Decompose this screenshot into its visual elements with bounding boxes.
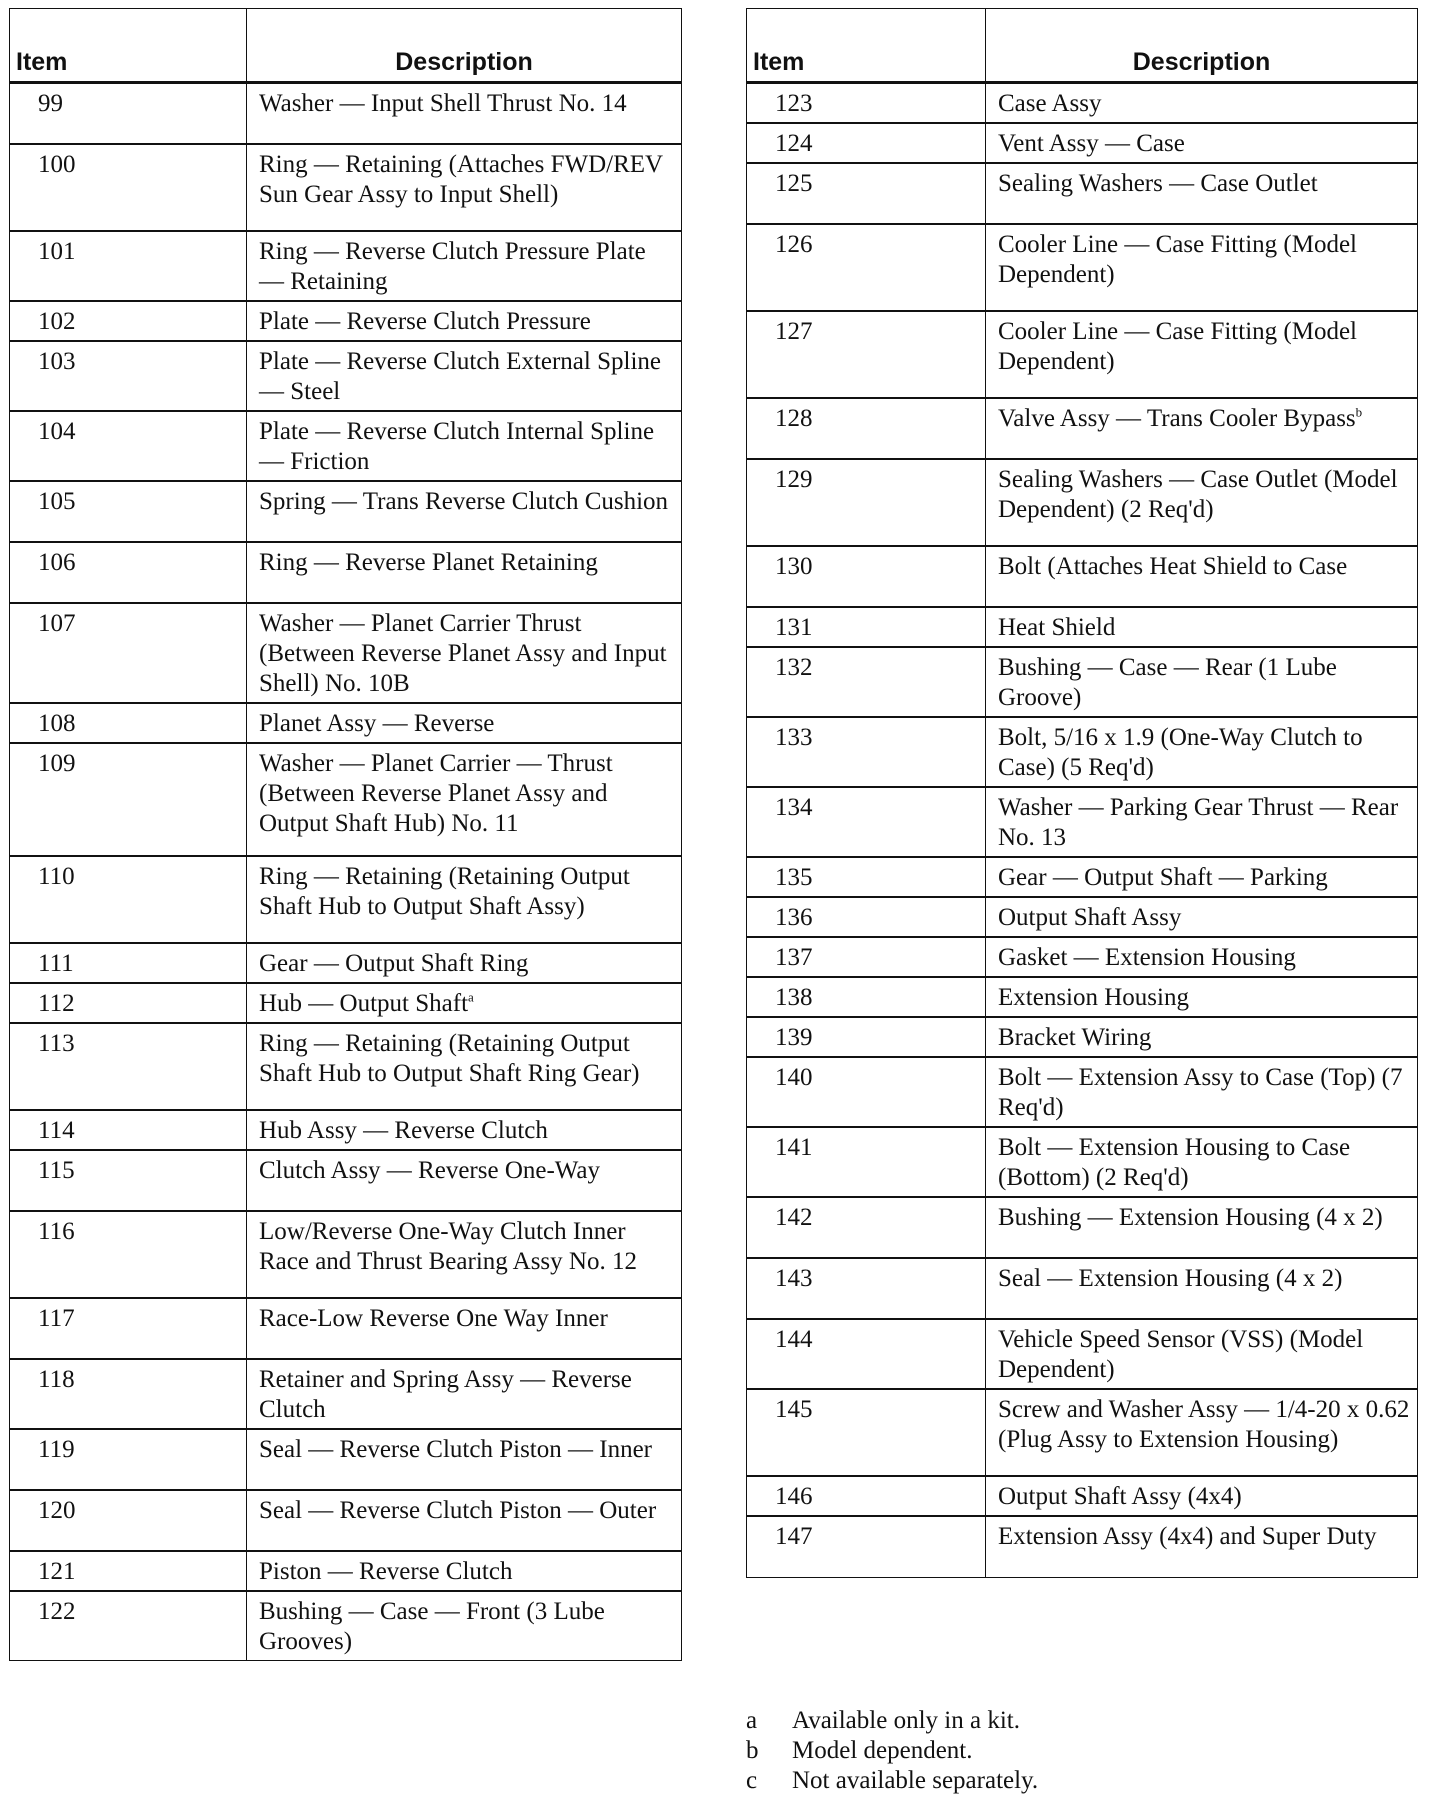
item-number: 111	[10, 943, 247, 983]
description-text: Extension Housing	[998, 984, 1189, 1011]
item-number: 121	[10, 1551, 247, 1591]
description-text: Seal — Reverse Clutch Piston — Inner	[259, 1435, 652, 1463]
item-number: 115	[10, 1150, 247, 1211]
table-row	[10, 856, 682, 943]
item-number: 130	[747, 546, 986, 607]
item-number: 104	[10, 411, 247, 481]
item-number: 126	[747, 224, 986, 311]
item-number: 147	[747, 1516, 986, 1577]
table-row	[10, 83, 682, 144]
table-row	[747, 1258, 1418, 1319]
table-row	[10, 1150, 682, 1211]
table-row	[747, 1057, 1418, 1127]
table-row	[747, 1127, 1418, 1197]
table-row	[747, 857, 1418, 897]
item-description	[986, 1017, 1418, 1057]
table-row	[747, 897, 1418, 937]
table-row	[747, 1389, 1418, 1476]
description-text: Ring — Retaining (Attaches FWD/REV Sun Gear Assy to Input Shell)	[259, 150, 663, 208]
description-text: Bushing — Extension Housing (4 x 2)	[998, 1204, 1383, 1231]
item-description	[986, 1197, 1418, 1258]
item-number: 118	[10, 1359, 247, 1429]
item-description	[986, 857, 1418, 897]
table-row	[747, 1516, 1418, 1577]
description-text: Seal — Extension Housing (4 x 2)	[998, 1265, 1343, 1292]
item-description	[986, 897, 1418, 937]
item-number: 146	[747, 1476, 986, 1516]
description-text: Washer — Input Shell Thrust No. 14	[259, 90, 627, 117]
item-description	[247, 1429, 682, 1490]
table-row	[747, 1017, 1418, 1057]
table-row	[10, 481, 682, 542]
description-text: Gasket — Extension Housing	[998, 944, 1296, 971]
item-number: 143	[747, 1258, 986, 1319]
table-row	[747, 787, 1418, 857]
item-description	[247, 231, 682, 301]
item-number: 124	[747, 123, 986, 163]
item-number: 117	[10, 1298, 247, 1359]
item-description	[986, 1057, 1418, 1127]
item-description	[247, 856, 682, 943]
item-number: 127	[747, 311, 986, 398]
item-description	[986, 1258, 1418, 1319]
table-row	[10, 1490, 682, 1551]
item-number: 145	[747, 1389, 986, 1476]
table-row	[747, 311, 1418, 398]
description-text: Bolt, 5/16 x 1.9 (One-Way Clutch to Case) (5 Req'd)	[998, 724, 1363, 781]
item-description	[986, 546, 1418, 607]
item-number: 113	[10, 1023, 247, 1110]
table-row	[747, 1197, 1418, 1258]
item-description	[986, 1319, 1418, 1389]
table-row	[747, 224, 1418, 311]
item-description	[247, 301, 682, 341]
table-row	[10, 1429, 682, 1490]
item-description	[247, 1359, 682, 1429]
item-description	[986, 1476, 1418, 1516]
table-row	[10, 1110, 682, 1150]
footnote-mark: c	[746, 1767, 758, 1794]
description-text: Ring — Reverse Planet Retaining	[259, 548, 598, 576]
item-number: 102	[10, 301, 247, 341]
table-row	[10, 542, 682, 603]
item-number: 141	[747, 1127, 986, 1197]
table-row	[747, 717, 1418, 787]
item-number: 138	[747, 977, 986, 1017]
item-description	[986, 1389, 1418, 1476]
item-number: 133	[747, 717, 986, 787]
footnote-mark: b	[746, 1737, 759, 1764]
table-row	[747, 163, 1418, 224]
table-row	[747, 607, 1418, 647]
item-description	[986, 1127, 1418, 1197]
description-text: Piston — Reverse Clutch	[259, 1557, 513, 1585]
description-text: Seal — Reverse Clutch Piston — Outer	[259, 1496, 657, 1524]
description-text: Extension Assy (4x4) and Super Duty	[998, 1523, 1377, 1550]
description-text: Plate — Reverse Clutch Pressure	[259, 307, 591, 335]
description-text: Spring — Trans Reverse Clutch Cushion	[259, 487, 669, 515]
footnote	[746, 1766, 1038, 1796]
description-text: Cooler Line — Case Fitting (Model Dependent)	[998, 318, 1357, 375]
table-row	[10, 1359, 682, 1429]
table-row	[747, 647, 1418, 717]
item-number: 132	[747, 647, 986, 717]
item-number: 144	[747, 1319, 986, 1389]
table-row	[747, 1319, 1418, 1389]
footnote	[746, 1706, 1038, 1736]
item-number: 103	[10, 341, 247, 411]
item-description	[247, 1551, 682, 1591]
table-row	[10, 1211, 682, 1298]
table-row	[10, 743, 682, 856]
table-row	[10, 301, 682, 341]
description-text: Low/Reverse One-Way Clutch Inner Race and Thrust Bearing Assy No. 12	[259, 1217, 637, 1275]
description-text: Washer — Planet Carrier — Thrust (Between Reverse Planet Assy and Output Shaft Hub) No. 11	[259, 749, 613, 837]
table-row	[10, 411, 682, 481]
description-text: Hub Assy — Reverse Clutch	[259, 1116, 548, 1144]
item-description	[247, 341, 682, 411]
item-number: 120	[10, 1490, 247, 1551]
item-description	[986, 977, 1418, 1017]
item-description	[247, 1211, 682, 1298]
item-description	[247, 144, 682, 231]
table-row	[747, 977, 1418, 1017]
item-number: 100	[10, 144, 247, 231]
description-text: Heat Shield	[998, 614, 1116, 641]
item-number: 122	[10, 1591, 247, 1661]
item-number: 110	[10, 856, 247, 943]
item-description	[247, 1298, 682, 1359]
item-number: 140	[747, 1057, 986, 1127]
item-number: 99	[10, 83, 247, 144]
parts-table-left	[9, 8, 682, 1661]
item-description	[247, 1490, 682, 1551]
footnotes	[746, 1706, 1038, 1796]
description-text: Gear — Output Shaft Ring	[259, 949, 529, 977]
description-text: Output Shaft Assy (4x4)	[998, 1483, 1242, 1510]
item-description	[247, 1150, 682, 1211]
description-column-header: Description	[986, 9, 1418, 83]
description-column-header: Description	[247, 9, 682, 83]
description-text: Bushing — Case — Front (3 Lube Grooves)	[259, 1597, 605, 1655]
item-description	[986, 163, 1418, 224]
item-number: 106	[10, 542, 247, 603]
item-description	[986, 647, 1418, 717]
item-description	[247, 542, 682, 603]
table-row	[10, 341, 682, 411]
table-row	[10, 1551, 682, 1591]
item-number: 135	[747, 857, 986, 897]
description-text: Vent Assy — Case	[998, 130, 1185, 157]
table-row	[747, 937, 1418, 977]
item-description	[247, 983, 682, 1023]
item-description	[247, 1591, 682, 1661]
item-number: 128	[747, 398, 986, 459]
item-description	[247, 1023, 682, 1110]
description-text: Washer — Parking Gear Thrust — Rear No. 13	[998, 794, 1399, 851]
item-number: 136	[747, 897, 986, 937]
table-row	[10, 1298, 682, 1359]
item-description	[247, 703, 682, 743]
footnote-marker: a	[468, 989, 474, 1005]
item-description	[986, 459, 1418, 546]
description-text: Ring — Reverse Clutch Pressure Plate — Retaining	[259, 237, 646, 295]
item-description	[986, 398, 1418, 459]
item-description	[986, 607, 1418, 647]
table-row	[10, 1023, 682, 1110]
table-row	[747, 459, 1418, 546]
table-row	[747, 83, 1418, 124]
item-description	[986, 83, 1418, 124]
item-number: 119	[10, 1429, 247, 1490]
description-text: Screw and Washer Assy — 1/4-20 x 0.62 (Plug Assy to Extension Housing)	[998, 1396, 1410, 1453]
table-row	[747, 398, 1418, 459]
table-row	[10, 703, 682, 743]
description-text: Clutch Assy — Reverse One-Way	[259, 1156, 600, 1184]
footnote-text: Available only in a kit.	[792, 1707, 1020, 1734]
item-description	[247, 83, 682, 144]
item-description	[247, 481, 682, 542]
description-text: Cooler Line — Case Fitting (Model Dependent)	[998, 231, 1357, 288]
description-text: Race-Low Reverse One Way Inner	[259, 1304, 608, 1332]
description-text: Bolt — Extension Assy to Case (Top) (7 Req'd)	[998, 1064, 1403, 1121]
item-number: 107	[10, 603, 247, 703]
description-text: Ring — Retaining (Retaining Output Shaft Hub to Output Shaft Assy)	[259, 862, 630, 920]
description-text: Sealing Washers — Case Outlet	[998, 170, 1318, 197]
item-number: 139	[747, 1017, 986, 1057]
item-number: 142	[747, 1197, 986, 1258]
item-description	[986, 224, 1418, 311]
item-description	[986, 311, 1418, 398]
table-row	[10, 1591, 682, 1661]
description-text: Bolt (Attaches Heat Shield to Case	[998, 553, 1348, 580]
footnote-text: Not available separately.	[792, 1767, 1039, 1794]
footnote-marker: b	[1355, 404, 1363, 420]
item-number: 116	[10, 1211, 247, 1298]
description-text: Bushing — Case — Rear (1 Lube Groove)	[998, 654, 1337, 711]
item-description	[986, 717, 1418, 787]
footnote-text: Model dependent.	[792, 1737, 973, 1764]
description-text: Output Shaft Assy	[998, 904, 1182, 931]
description-text: Hub — Output Shaft	[259, 989, 469, 1017]
table-row	[747, 1476, 1418, 1516]
item-description	[247, 943, 682, 983]
item-number: 105	[10, 481, 247, 542]
table-row	[10, 603, 682, 703]
item-column-header: Item	[747, 9, 986, 83]
description-text: Retainer and Spring Assy — Reverse Clutch	[259, 1365, 632, 1423]
description-text: Case Assy	[998, 90, 1102, 117]
item-number: 125	[747, 163, 986, 224]
footnote-mark: a	[746, 1707, 758, 1734]
item-number: 114	[10, 1110, 247, 1150]
table-row	[747, 546, 1418, 607]
description-text: Plate — Reverse Clutch External Spline — Steel	[259, 347, 661, 405]
item-number: 101	[10, 231, 247, 301]
description-text: Plate — Reverse Clutch Internal Spline — Friction	[259, 417, 655, 475]
parts-table-right	[746, 8, 1418, 1578]
item-description	[247, 743, 682, 856]
table-row	[10, 983, 682, 1023]
table-header-row	[747, 9, 1418, 83]
description-text: Valve Assy — Trans Cooler Bypass	[998, 405, 1356, 432]
description-text: Bracket Wiring	[998, 1024, 1152, 1051]
item-description	[986, 1516, 1418, 1577]
description-text: Washer — Planet Carrier Thrust (Between Reverse Planet Assy and Input Shell) No. 10B	[259, 609, 667, 697]
footnote	[746, 1736, 1038, 1766]
item-number: 112	[10, 983, 247, 1023]
description-text: Vehicle Speed Sensor (VSS) (Model Dependent)	[998, 1326, 1364, 1383]
item-description	[986, 937, 1418, 977]
item-number: 123	[747, 83, 986, 124]
table-row	[10, 231, 682, 301]
item-description	[247, 411, 682, 481]
item-number: 137	[747, 937, 986, 977]
item-number: 129	[747, 459, 986, 546]
item-description	[247, 1110, 682, 1150]
table-row	[10, 943, 682, 983]
description-text: Bolt — Extension Housing to Case (Bottom) (2 Req'd)	[998, 1134, 1351, 1191]
item-description	[986, 123, 1418, 163]
table-row	[10, 144, 682, 231]
item-number: 109	[10, 743, 247, 856]
item-number: 108	[10, 703, 247, 743]
description-text: Planet Assy — Reverse	[259, 709, 495, 737]
table-row	[747, 123, 1418, 163]
table-header-row	[10, 9, 682, 83]
item-description	[247, 603, 682, 703]
item-number: 134	[747, 787, 986, 857]
item-column-header: Item	[10, 9, 247, 83]
description-text: Gear — Output Shaft — Parking	[998, 864, 1328, 891]
description-text: Ring — Retaining (Retaining Output Shaft Hub to Output Shaft Ring Gear)	[259, 1029, 640, 1087]
item-number: 131	[747, 607, 986, 647]
description-text: Sealing Washers — Case Outlet (Model Dependent) (2 Req'd)	[998, 466, 1398, 523]
item-description	[986, 787, 1418, 857]
